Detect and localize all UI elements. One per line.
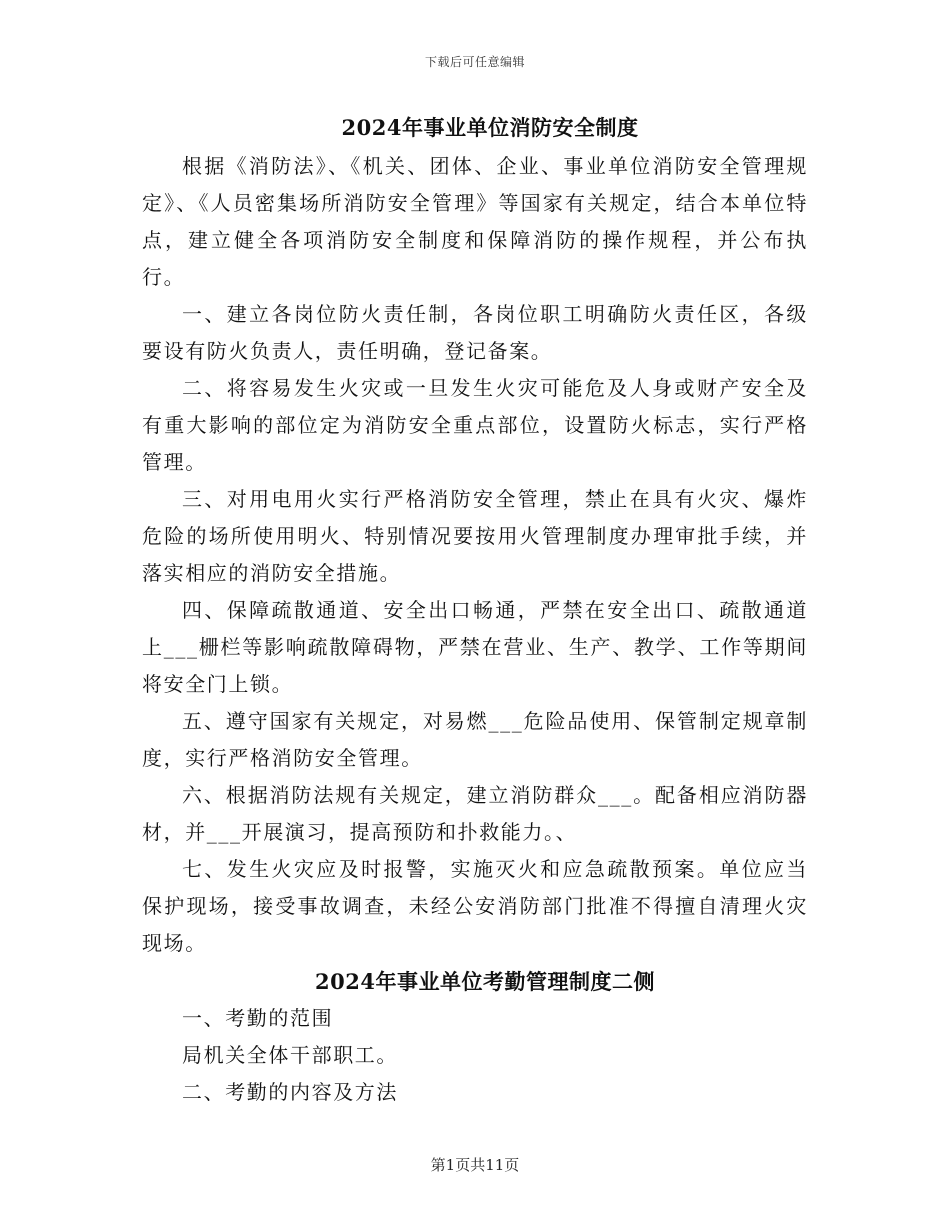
document-body bbox=[142, 110, 808, 1111]
section1-paragraph: 三、对用电用火实行严格消防安全管理，禁止在具有火灾、爆炸危险的场所使用明火、特别情况要按用火管理制度办理审批手续，并落实相应的消防安全措施。 bbox=[142, 487, 808, 585]
section1-paragraph: 二、将容易发生火灾或一旦发生火灾可能危及人身或财产安全及有重大影响的部位定为消防安全重点部位，设置防火标志，实行严格管理。 bbox=[142, 376, 808, 474]
section2-paragraph: 一、考勤的范围 bbox=[182, 1006, 334, 1030]
section1-paragraph: 六、根据消防法规有关规定，建立消防群众___。配备相应消防器材，并___开展演习，提高预防和扑救能力。、 bbox=[142, 783, 808, 844]
section2-title: 2024年事业单位考勤管理制度二侧 bbox=[315, 969, 655, 994]
section1-paragraph: 根据《消防法》、《机关、团体、企业、事业单位消防安全管理规定》、《人员密集场所消防安全管理》等国家有关规定，结合本单位特点，建立健全各项消防安全制度和保障消防的操作规程，并公布执行。 bbox=[142, 154, 808, 289]
section1-paragraph: 七、发生火灾应及时报警，实施灭火和应急疏散预案。单位应当保护现场，接受事故调查，未经公安消防部门批准不得擅自清理火灾现场。 bbox=[142, 857, 808, 955]
section1-paragraph: 四、保障疏散通道、安全出口畅通，严禁在安全出口、疏散通道上___栅栏等影响疏散障碍物，严禁在营业、生产、教学、工作等期间将安全门上锁。 bbox=[142, 598, 808, 696]
section1-paragraph: 五、遵守国家有关规定，对易燃___危险品使用、保管制定规章制度，实行严格消防安全管理。 bbox=[142, 709, 808, 770]
page-number: 第1页共11页 bbox=[430, 1156, 520, 1174]
header-note: 下载后可任意编辑 bbox=[424, 55, 525, 69]
section2-paragraph: 局机关全体干部职工。 bbox=[182, 1043, 398, 1067]
section2-paragraph: 二、考勤的内容及方法 bbox=[182, 1080, 398, 1104]
section1-paragraph: 一、建立各岗位防火责任制，各岗位职工明确防火责任区，各级要设有防火负责人，责任明确，登记备案。 bbox=[142, 302, 808, 363]
section1-title: 2024年事业单位消防安全制度 bbox=[341, 115, 639, 140]
